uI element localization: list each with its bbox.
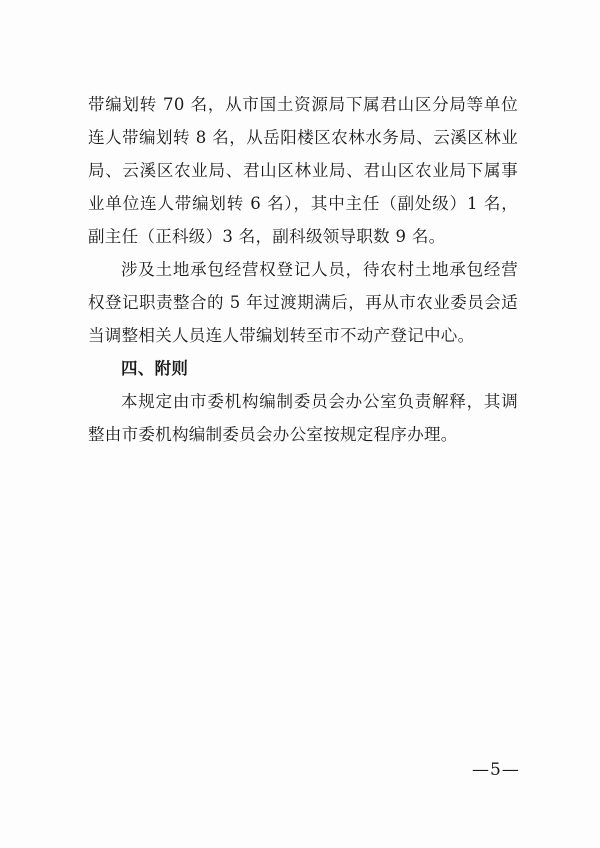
paragraph-continuation: 带编划转 70 名，从市国土资源局下属君山区分局等单位连人带编划转 8 名，从岳阳楼区农林水务局、云溪区林业局、云溪区农业局、君山区林业局、君山区农业局下属事业单位连人带编划转 6 名），其中主任（副处级）1 名，副主任（正科级）3 名，副科级领导职数 9 名。 [88, 95, 518, 246]
paragraph-interpretation: 本规定由市委机构编制委员会办公室负责解释，其调整由市委机构编制委员会办公室按规定程序办理。 [88, 392, 518, 444]
body-text [88, 88, 518, 451]
page-number: —5— [472, 760, 520, 780]
section-heading: 四、附则 [121, 359, 189, 378]
paragraph-land-registration: 涉及土地承包经营权登记人员，待农村土地承包经营权登记职责整合的 5 年过渡期满后，再从市农业委员会适当调整相关人员连人带编划转至市不动产登记中心。 [88, 260, 518, 345]
